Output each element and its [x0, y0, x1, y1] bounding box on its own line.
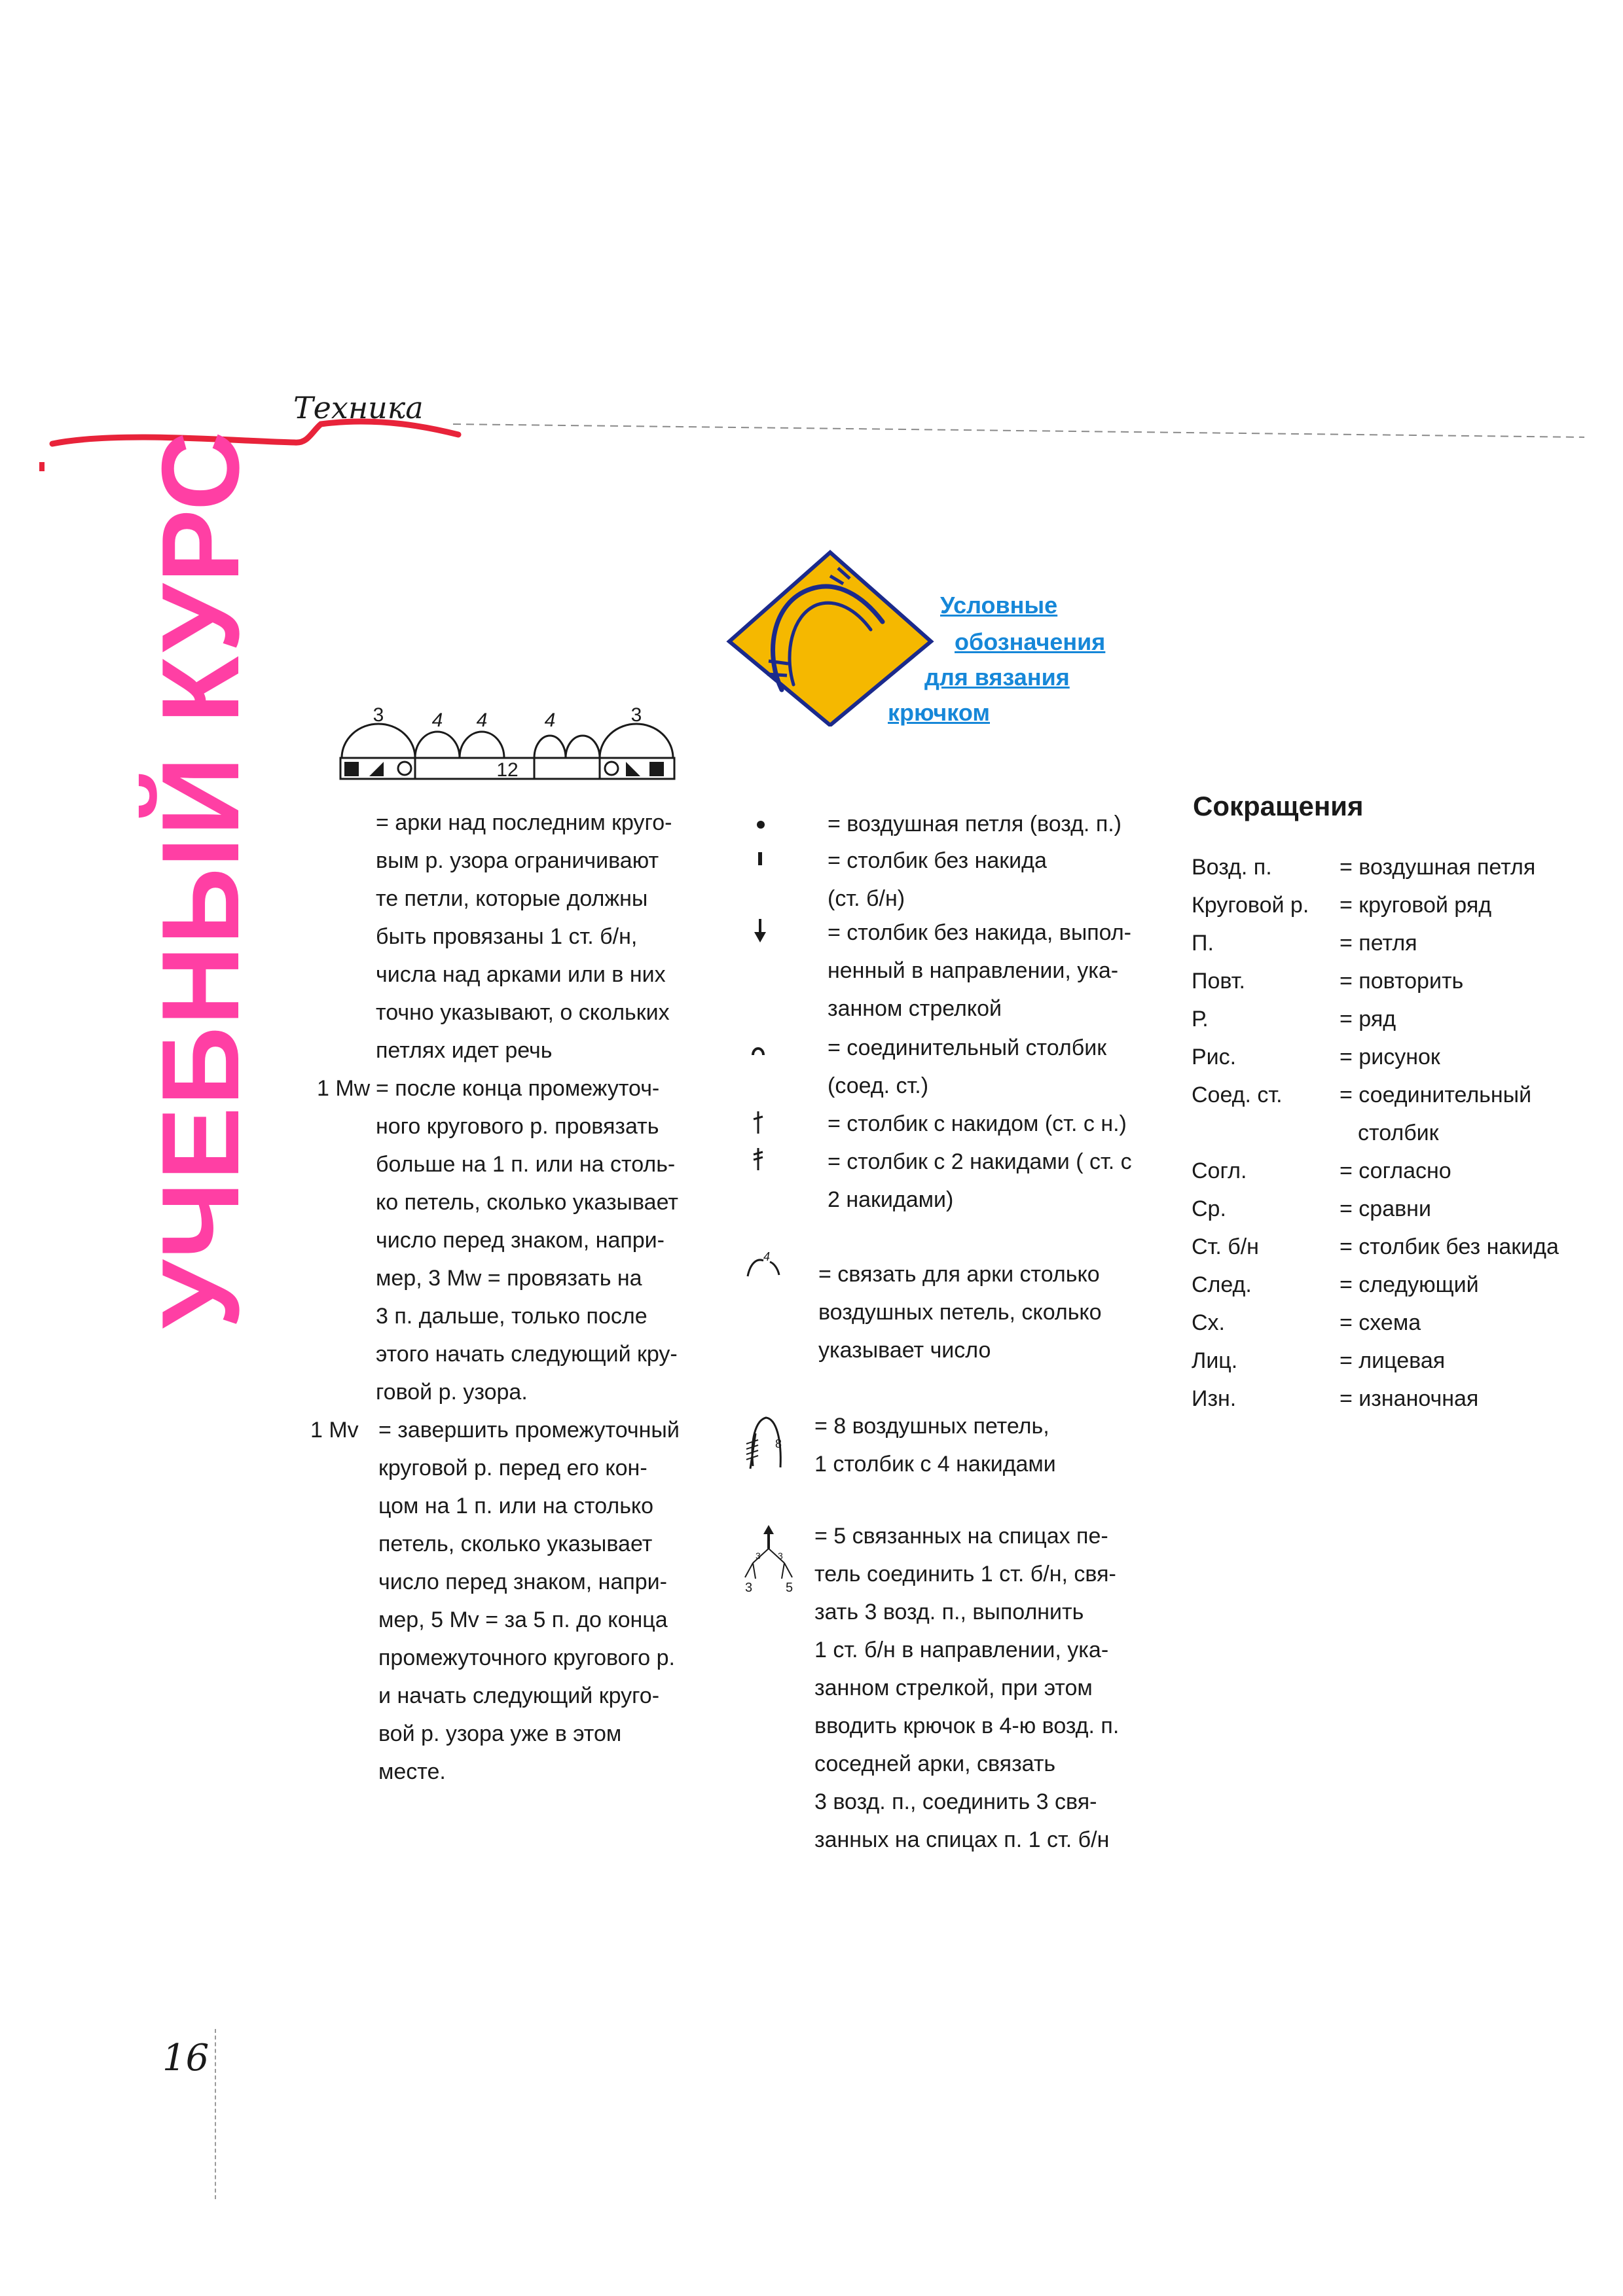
- text-line: месте.: [378, 1759, 446, 1784]
- text-line: = соединительный столбик: [828, 1035, 1107, 1060]
- text-line: 2 накидами): [828, 1187, 954, 1212]
- five-symbol-number-1: 3: [756, 1551, 761, 1561]
- page-margin-rule: [215, 2029, 216, 2199]
- abbreviation-values: [1340, 848, 1559, 1418]
- arrow-down-icon: [750, 918, 770, 944]
- text-line: соседней арки, связать: [814, 1751, 1056, 1776]
- header-swoosh: [39, 393, 1611, 471]
- text-line: занном стрелкой, при этом: [814, 1676, 1093, 1700]
- text-line: точно указывают, о скольких: [376, 1000, 670, 1025]
- badge-line-3: для вязания: [924, 664, 1070, 691]
- mv-label: 1 Mv: [310, 1418, 359, 1443]
- text-line: указывает число: [818, 1338, 991, 1363]
- abbr-key: Ср.: [1192, 1196, 1226, 1221]
- abbr-value: = рисунок: [1340, 1045, 1440, 1069]
- badge-line-4: крючком: [888, 699, 990, 726]
- five-symbol-number-3: 3: [745, 1581, 753, 1595]
- text-line: 1 столбик с 4 накидами: [814, 1452, 1056, 1477]
- abbreviations-title: Сокращения: [1193, 791, 1364, 821]
- mv-description: [378, 1411, 680, 1791]
- text-line: ного кругового р. провязать: [376, 1114, 659, 1139]
- abbr-value: = круговой ряд: [1340, 893, 1492, 918]
- five-symbol-number-4: 5: [786, 1581, 793, 1595]
- text-line: больше на 1 п. или на столь-: [376, 1152, 676, 1177]
- abbr-key: П.: [1192, 931, 1214, 956]
- single-crochet-icon: [758, 852, 762, 865]
- abbr-value: = схема: [1340, 1310, 1421, 1335]
- arc-count-5: 3: [630, 704, 642, 726]
- text-line: занном стрелкой: [828, 996, 1002, 1021]
- chain-stitch-icon: [757, 821, 765, 829]
- text-line: = воздушная петля (возд. п.): [828, 812, 1122, 836]
- double-crochet-icon: [750, 1109, 766, 1135]
- abbreviation-keys: [1192, 848, 1309, 1418]
- abbr-value: = воздушная петля: [1340, 855, 1536, 880]
- arc-count-4: 4: [544, 709, 556, 731]
- text-line: (соед. ст.): [828, 1073, 929, 1098]
- abbr-value: = повторить: [1340, 969, 1464, 994]
- text-line: = 8 воздушных петель,: [814, 1414, 1049, 1439]
- sc-desc: [828, 842, 1047, 918]
- text-line: тель соединить 1 ст. б/н, свя-: [814, 1562, 1116, 1587]
- abbr-key: Повт.: [1192, 969, 1245, 994]
- text-line: 3 п. дальше, только после: [376, 1304, 647, 1329]
- text-line: цом на 1 п. или на столько: [378, 1494, 654, 1518]
- text-line: вводить крючок в 4-ю возд. п.: [814, 1713, 1120, 1738]
- text-line: ненный в направлении, ука-: [828, 958, 1119, 983]
- text-line: зать 3 возд. п., выполнить: [814, 1600, 1084, 1624]
- text-line: говой р. узора.: [376, 1380, 528, 1405]
- text-line: = столбик без накида: [828, 848, 1047, 873]
- text-line: = завершить промежуточный: [378, 1418, 680, 1443]
- text-line: те петли, которые должны: [376, 886, 648, 911]
- arc-symbol-number: 4: [763, 1251, 771, 1263]
- abbr-key: Ст. б/н: [1192, 1234, 1259, 1259]
- abbr-key: Изн.: [1192, 1386, 1237, 1411]
- abbr-value: = столбик без накида: [1340, 1234, 1559, 1259]
- text-line: числа над арками или в них: [376, 962, 666, 987]
- text-line: мер, 5 Mv = за 5 п. до конца: [378, 1607, 668, 1632]
- chain-arc-icon: [744, 1251, 783, 1280]
- text-line: этого начать следующий кру-: [376, 1342, 678, 1367]
- text-line: = 5 связанных на спицах пе-: [814, 1524, 1108, 1549]
- section-header: Техника: [293, 390, 424, 425]
- abbr-value: = петля: [1340, 931, 1417, 956]
- sc-direction-desc: [828, 914, 1131, 1028]
- abbr-key: Сх.: [1192, 1310, 1225, 1335]
- arcs-description: [376, 804, 672, 1069]
- arc-count-1: 3: [373, 704, 384, 726]
- text-line: 3 возд. п., соединить 3 свя-: [814, 1789, 1097, 1814]
- text-line: число перед знаком, напри-: [376, 1228, 665, 1253]
- abbr-key: Соед. ст.: [1192, 1083, 1283, 1107]
- text-line: быть провязаны 1 ст. б/н,: [376, 924, 638, 949]
- chain-desc: [828, 805, 1122, 843]
- text-line: мер, 3 Mw = провязать на: [376, 1266, 642, 1291]
- arc-desc: [818, 1255, 1102, 1369]
- page-number: 16: [162, 2037, 210, 2079]
- eight-desc: [814, 1407, 1056, 1483]
- abbr-key-spacer: [1192, 1114, 1309, 1152]
- abbr-value: столбик: [1358, 1121, 1439, 1145]
- abbr-value: = ряд: [1340, 1007, 1396, 1031]
- slip-desc: [828, 1029, 1106, 1105]
- abbr-value: = сравни: [1340, 1196, 1431, 1221]
- slip-stitch-icon: [750, 1045, 766, 1058]
- tr-desc: [828, 1143, 1132, 1219]
- text-line: = столбик без накида, выпол-: [828, 920, 1131, 945]
- text-line: и начать следующий круго-: [378, 1683, 660, 1708]
- text-line: петель, сколько указывает: [378, 1532, 653, 1556]
- header-mark: [39, 462, 45, 471]
- eight-symbol-number: 8: [775, 1437, 782, 1450]
- text-line: занных на спицах п. 1 ст. б/н: [814, 1827, 1110, 1852]
- abbr-key: Согл.: [1192, 1158, 1247, 1183]
- text-line: (ст. б/н): [828, 886, 905, 911]
- abbr-value: = соединительный: [1340, 1083, 1532, 1107]
- treble-crochet-icon: [750, 1145, 766, 1172]
- abbr-key: Лиц.: [1192, 1348, 1238, 1373]
- five-desc: [814, 1517, 1119, 1859]
- text-line: вой р. узора уже в этом: [378, 1721, 622, 1746]
- text-line: промежуточного кругового р.: [378, 1645, 675, 1670]
- arc-count-2: 4: [431, 709, 443, 731]
- abbr-key: След.: [1192, 1272, 1252, 1297]
- arc-count-3: 4: [476, 709, 488, 731]
- abbr-key: Рис.: [1192, 1045, 1237, 1069]
- text-line: 1 ст. б/н в направлении, ука-: [814, 1638, 1109, 1662]
- badge-line-2: обозначения: [955, 628, 1106, 655]
- crochet-chart: [334, 700, 687, 792]
- text-line: вым р. узора ограничивают: [376, 848, 659, 873]
- text-line: число перед знаком, напри-: [378, 1570, 667, 1594]
- abbr-value: = следующий: [1340, 1272, 1479, 1297]
- vertical-title: УЧЕБНЫЙ КУРС: [139, 429, 262, 1329]
- text-line: воздушных петель, сколько: [818, 1300, 1102, 1325]
- badge-line-1: Условные: [940, 592, 1058, 619]
- abbr-key: Круговой р.: [1192, 893, 1309, 918]
- eight-chain-stitch-icon: [740, 1407, 792, 1473]
- text-line: = столбик с 2 накидами ( ст. с: [828, 1149, 1132, 1174]
- text-line: = арки над последним круго-: [376, 810, 672, 835]
- mw-description: [376, 1069, 678, 1411]
- abbr-key: Р.: [1192, 1007, 1209, 1031]
- mw-label: 1 Mw: [317, 1076, 371, 1101]
- text-line: петлях идет речь: [376, 1038, 553, 1063]
- text-line: = после конца промежуточ-: [376, 1076, 660, 1101]
- text-line: = связать для арки столько: [818, 1262, 1100, 1287]
- five-symbol-number-2: 3: [778, 1551, 783, 1561]
- dc-desc: [828, 1105, 1127, 1143]
- text-line: = столбик с накидом (ст. с н.): [828, 1111, 1127, 1136]
- text-line: круговой р. перед его кон-: [378, 1456, 647, 1480]
- chart-center-number: 12: [496, 759, 519, 781]
- abbr-value: = изнаночная: [1340, 1386, 1479, 1411]
- text-line: ко петель, сколько указывает: [376, 1190, 678, 1215]
- five-stitch-join-icon: [736, 1522, 801, 1601]
- abbr-value: = лицевая: [1340, 1348, 1446, 1373]
- abbr-key: Возд. п.: [1192, 855, 1272, 880]
- abbr-value: = согласно: [1340, 1158, 1451, 1183]
